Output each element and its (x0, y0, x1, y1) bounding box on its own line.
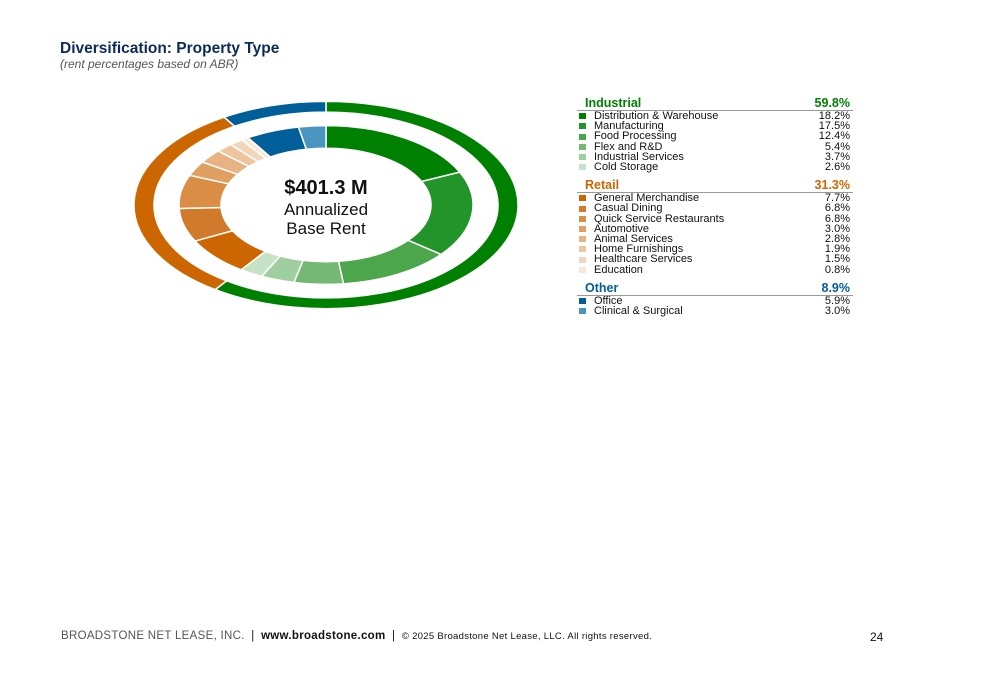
legend-swatch (579, 246, 586, 252)
legend (577, 96, 853, 322)
legend-group-other (577, 281, 853, 316)
outer-slice-other (224, 101, 326, 126)
legend-group-header (577, 281, 853, 296)
legend-item-pct: 17.5% (818, 120, 850, 133)
legend-swatch (579, 226, 586, 232)
footer-company: BROADSTONE NET LEASE, INC. (61, 630, 245, 642)
footer-separator: | (251, 630, 255, 642)
legend-group-name: Other (585, 280, 619, 295)
legend-item-pct: 6.8% (824, 212, 850, 225)
legend-item-pct: 5.4% (824, 140, 850, 153)
legend-item (577, 162, 853, 172)
page-title: Diversification: Property Type (60, 40, 280, 57)
total-abr-amount: $401.3 M (284, 177, 368, 199)
legend-item-name: Industrial Services (594, 150, 684, 163)
legend-item-name: Cold Storage (594, 161, 659, 174)
legend-item-pct: 18.2% (818, 110, 850, 122)
legend-item-pct: 1.9% (824, 243, 850, 256)
legend-item (577, 306, 853, 316)
legend-item-pct: 2.6% (824, 161, 850, 174)
legend-group-header (577, 178, 853, 193)
legend-item-name: Casual Dining (594, 202, 663, 215)
legend-item-pct: 5.9% (824, 294, 850, 307)
center-line-2: Base Rent (286, 219, 366, 238)
legend-item-pct: 3.0% (824, 222, 850, 235)
donut-center-label (226, 176, 426, 238)
legend-item-name: Flex and R&D (594, 140, 663, 153)
legend-group-pct: 31.3% (814, 178, 850, 193)
page-number: 24 (870, 630, 884, 644)
footer-website-link[interactable]: www.broadstone.com (261, 630, 386, 642)
legend-item-name: Animal Services (594, 233, 673, 246)
legend-item (577, 265, 853, 275)
legend-swatch (579, 206, 586, 212)
legend-item-pct: 3.0% (824, 305, 850, 318)
legend-item-name: Quick Service Restaurants (594, 212, 725, 225)
legend-item-name: Office (594, 294, 623, 307)
legend-swatch (579, 123, 586, 129)
legend-item-name: Automotive (594, 222, 650, 235)
legend-group-header (577, 96, 853, 111)
legend-item-name: Education (594, 263, 643, 276)
legend-item-name: Distribution & Warehouse (594, 110, 719, 122)
legend-group-industrial (577, 96, 853, 172)
legend-swatch (579, 308, 586, 314)
legend-item-name: Healthcare Services (594, 253, 693, 266)
legend-item-pct: 7.7% (824, 192, 850, 205)
legend-swatch (579, 154, 586, 160)
legend-group-retail (577, 178, 853, 275)
footer-separator-2: | (392, 630, 396, 642)
legend-item-name: Manufacturing (594, 120, 664, 133)
legend-group-pct: 8.9% (821, 280, 850, 295)
page-subtitle: (rent percentages based on ABR) (60, 57, 239, 71)
legend-swatch (579, 267, 586, 273)
legend-swatch (579, 257, 586, 263)
legend-item-pct: 1.5% (824, 253, 850, 266)
legend-item-pct: 2.8% (824, 233, 850, 246)
legend-swatch (579, 216, 586, 222)
legend-swatch (579, 134, 586, 140)
legend-swatch (579, 113, 586, 119)
legend-item-name: Food Processing (594, 130, 677, 143)
legend-group-name: Industrial (585, 96, 642, 110)
legend-swatch (579, 144, 586, 150)
center-line-1: Annualized (283, 200, 369, 219)
legend-item-name: Clinical & Surgical (594, 305, 683, 318)
legend-swatch (579, 236, 586, 242)
legend-swatch (579, 298, 586, 304)
footer-copyright: © 2025 Broadstone Net Lease, LLC. All rights reserved. (401, 631, 653, 642)
legend-item-pct: 12.4% (818, 130, 850, 143)
legend-group-name: Retail (585, 178, 620, 193)
footer (61, 630, 652, 642)
legend-item-pct: 0.8% (824, 263, 850, 276)
legend-group-pct: 59.8% (814, 96, 850, 110)
legend-swatch (579, 164, 586, 170)
legend-item-name: General Merchandise (594, 192, 700, 205)
legend-swatch (579, 195, 586, 201)
legend-item-pct: 3.7% (824, 150, 850, 163)
legend-item-pct: 6.8% (824, 202, 850, 215)
legend-item-name: Home Furnishings (594, 243, 684, 256)
